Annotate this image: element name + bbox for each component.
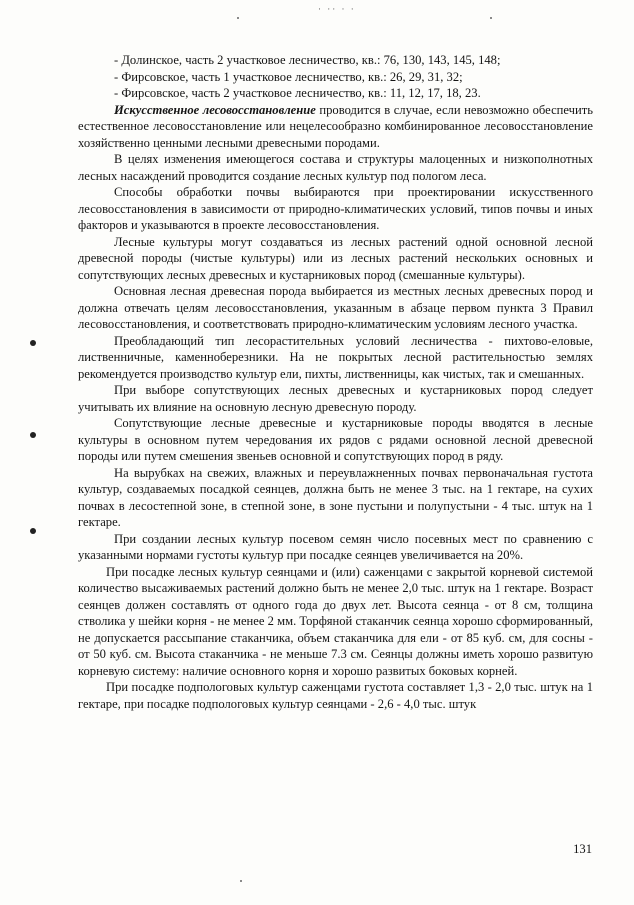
list-item: - Фирсовское, часть 2 участковое лесничество, кв.: 11, 12, 17, 18, 23.: [114, 86, 481, 100]
scan-marks: · ·· · ·: [318, 4, 356, 14]
paragraph: При посадке лесных культур сеянцами и (или) саженцами с закрытой корневой системой количество высаживаемых растений должно быть не менее 2,0 тыс. штук на 1 гектаре. Возраст сеянцев должен составлять от одного года до двух лет. Высота сеянца - от 8 см, толщина стволика у шейки корня - не менее 2 мм. Торфяной стаканчик сеянца хорошо сформированный, не допускается рассыпание стаканчика, объем стаканчика для ели - от 85 куб. см, для сосны - от 50 куб. см. Высота стаканчика - не меньше 7.3 см. Сеянцы должны иметь хорошо развитую корневую систему: наличие основного корня и хорошо развитых боковых корней.: [78, 564, 593, 678]
paragraph: На вырубках на свежих, влажных и переувлажненных почвах первоначальная густота культур, создаваемых посадкой сеянцев, должна быть не менее 3 тыс. на 1 гектаре, на сухих почвах в лесостепной зоне, в степной зоне, в зоне пустыни и полупустыни - 4 тыс. штук на 1 гектаре.: [78, 465, 593, 529]
punch-hole-mark: [30, 528, 36, 534]
paragraph: При посадке подпологовых культур саженцами густота составляет 1,3 - 2,0 тыс. штук на 1 гектаре, при посадке подпологовых культур сеянцами - 2,6 - 4,0 тыс. штук: [78, 680, 593, 711]
paragraph: Сопутствующие лесные древесные и кустарниковые породы вводятся в лесные культуры в основном путем чередования их рядов с рядами основной лесной древесной породы или путем смешения звеньев основной и сопутствующих пород в ряду.: [78, 416, 593, 463]
document-body: [78, 52, 593, 712]
paragraph: В целях изменения имеющегося состава и структуры малоценных и низкополнотных лесных насаждений проводится создание лесных культур под пологом леса.: [78, 152, 593, 183]
emphasized-term: Искусственное лесовосстановление: [114, 102, 316, 117]
punch-hole-mark: [30, 340, 36, 346]
paragraph-text: проводится в случае, если невозможно обеспечить естественное лесовосстановление или нецелесообразно комбинированное лесовосстановление хозяйственно ценными лесными древесными породами.: [78, 102, 593, 150]
paragraph: При создании лесных культур посевом семян число посевных мест по сравнению с указанными нормами густоты культур при посадке сеянцев увеличивается на 20%.: [78, 531, 593, 562]
scan-speck: [490, 17, 492, 19]
paragraph: Способы обработки почвы выбираются при проектировании искусственного лесовосстановления в зависимости от природно-климатических условий, типов почвы и иных факторов и указываются в проекте лесовосстановления.: [78, 185, 593, 232]
list-item: - Долинское, часть 2 участковое лесничество, кв.: 76, 130, 143, 145, 148;: [114, 53, 501, 67]
scan-speck: [237, 17, 239, 19]
scan-speck: [240, 880, 242, 882]
list-item: - Фирсовское, часть 1 участковое лесничество, кв.: 26, 29, 31, 32;: [114, 69, 463, 84]
paragraph: При выборе сопутствующих лесных древесных и кустарниковых пород следует учитывать их влияние на основную лесную древесную породу.: [78, 383, 593, 414]
paragraph: Лесные культуры могут создаваться из лесных растений одной основной лесной древесной породы (чистые культуры) или из лесных растений нескольких основных и сопутствующих лесных древесных и кустарниковых пород (смешанные культуры).: [78, 234, 593, 282]
paragraph: [78, 102, 593, 152]
paragraph: Основная лесная древесная порода выбирается из местных лесных древесных пород и должна отвечать целям лесовосстановления, указанным в абзаце первом пункта 3 Правил лесовосстановления, и соответствовать природно-климатическим условиям лесного участка.: [78, 284, 593, 331]
page-number: 131: [573, 842, 592, 856]
paragraph: Преобладающий тип лесорастительных условий лесничества - пихтово-еловые, лиственничные, каменноберезники. На не покрытых лесной растительностью землях рекомендуется производство культур ели, пихты, лиственницы, как чистых, так и смешанных.: [78, 333, 593, 381]
punch-hole-mark: [30, 432, 36, 438]
